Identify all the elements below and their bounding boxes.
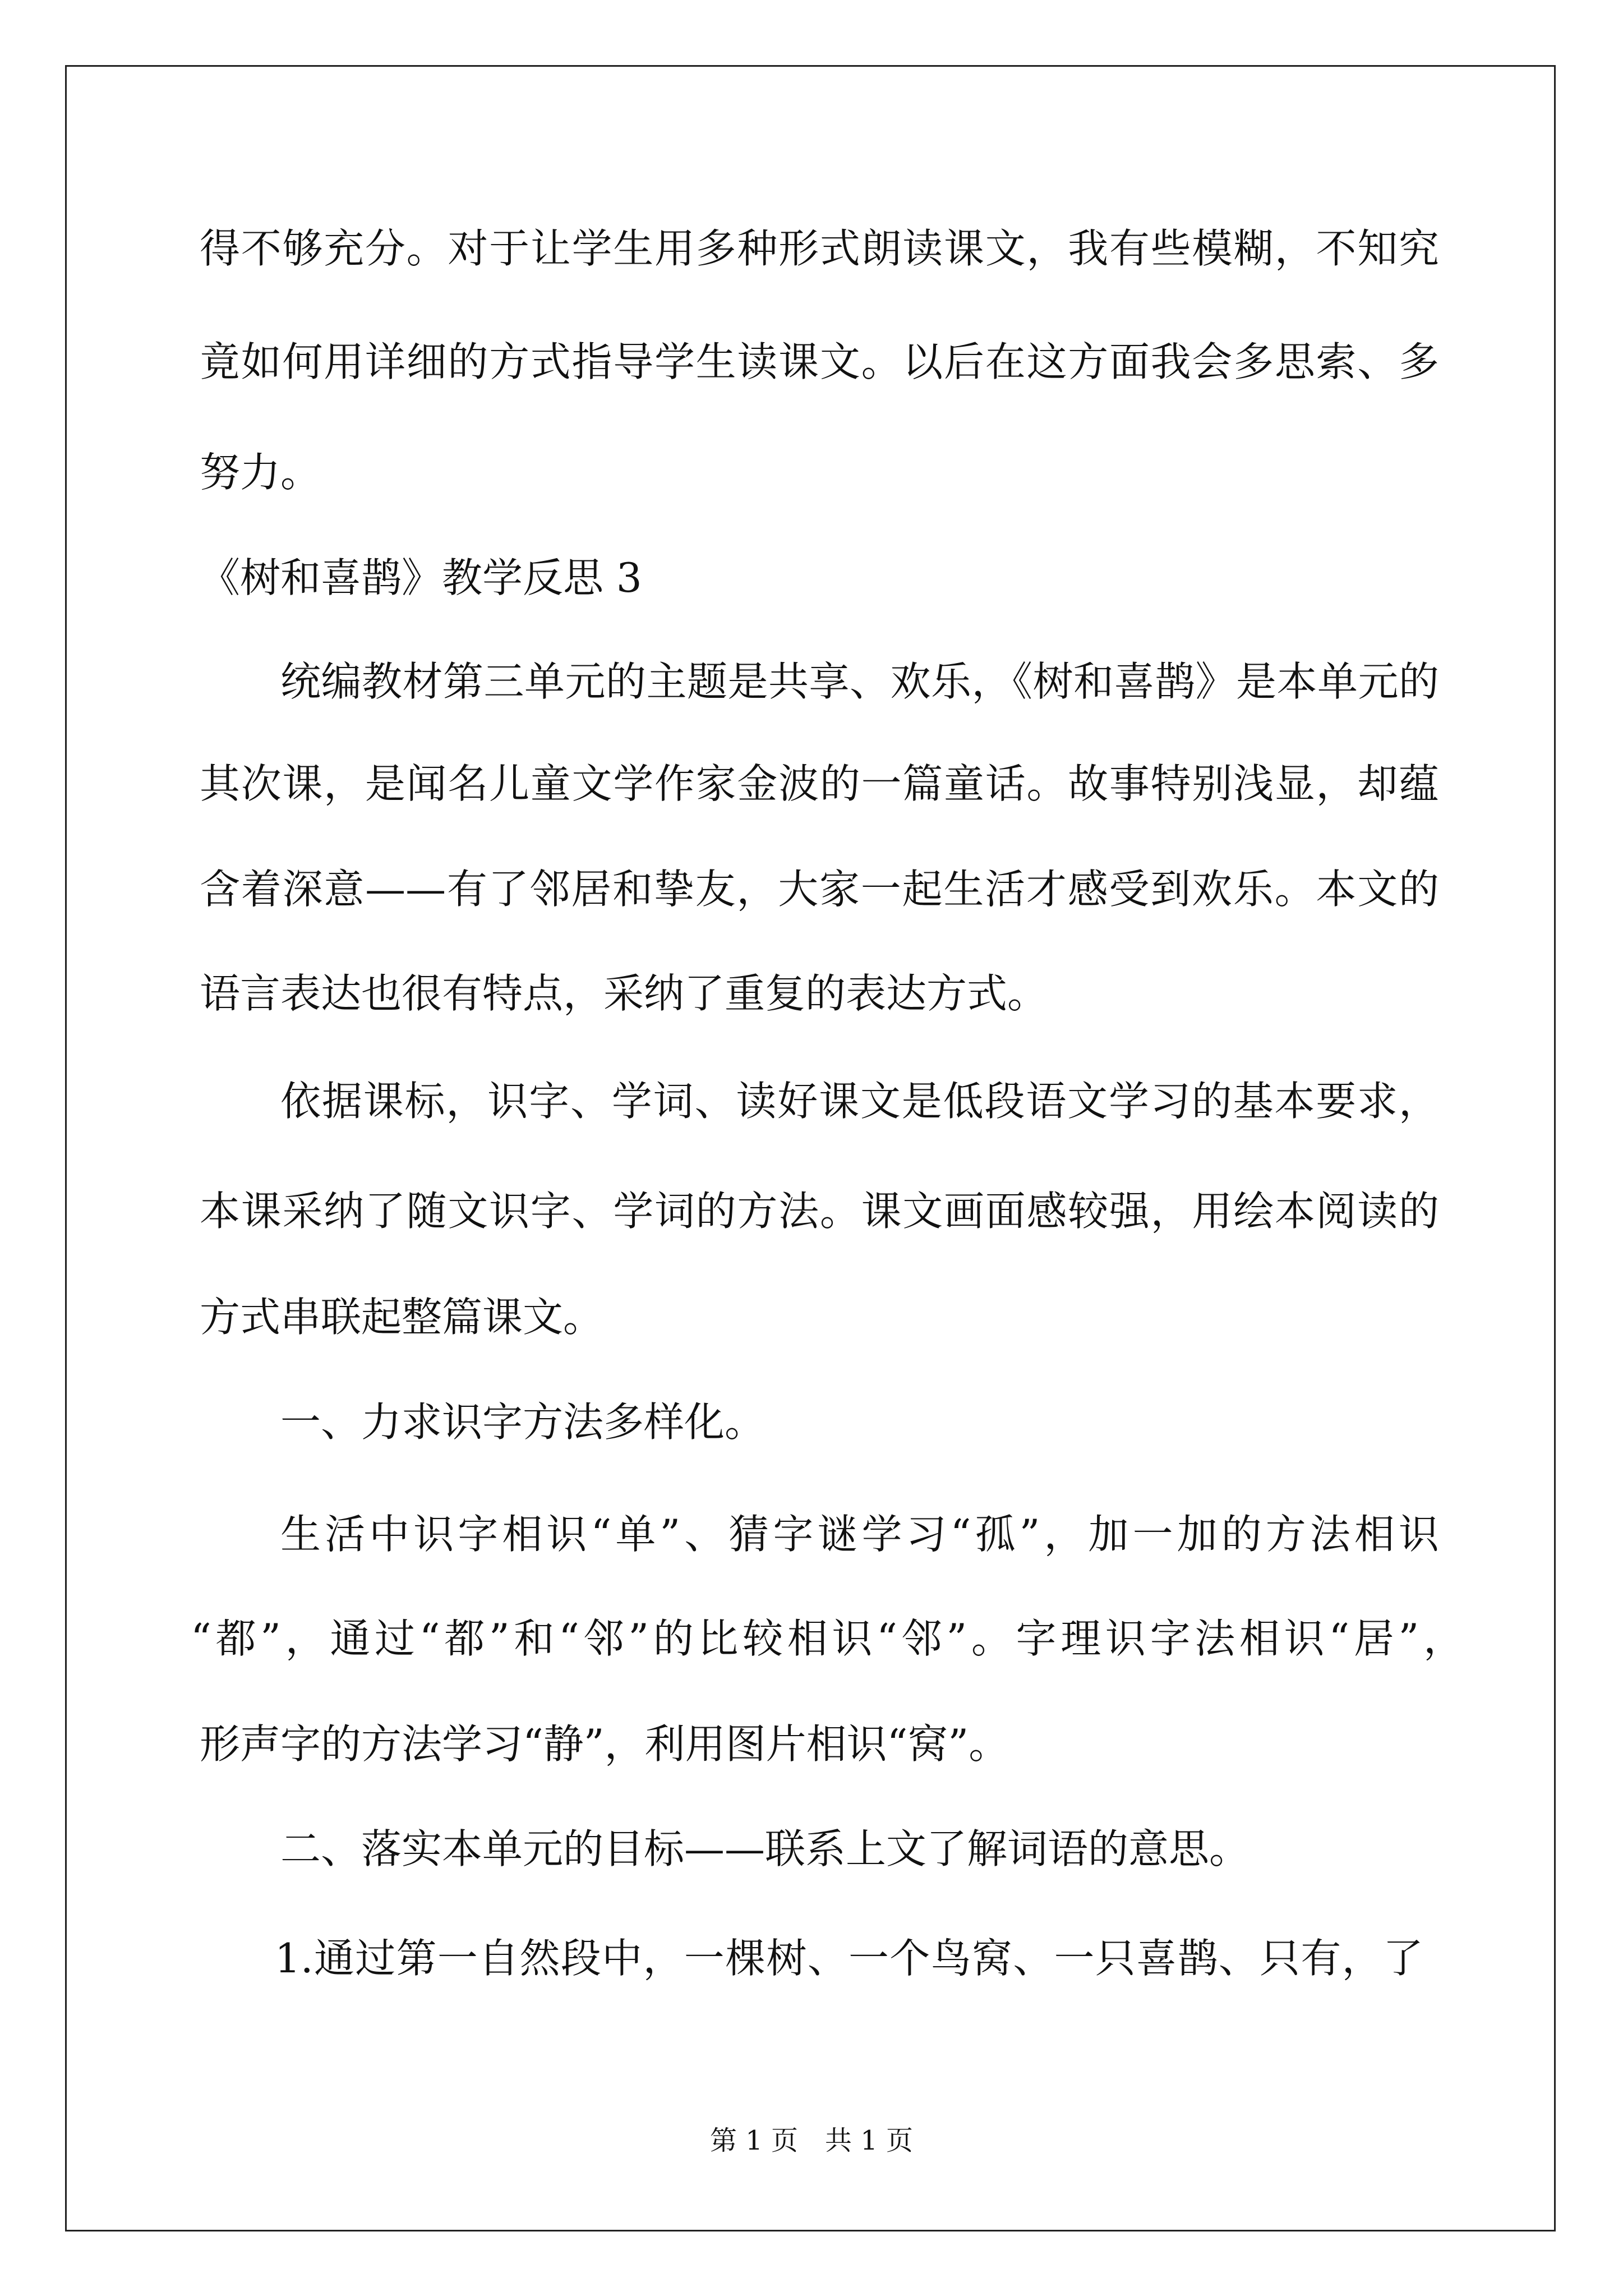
paragraph-line-17: 1.通过第一自然段中，一棵树、一个鸟窝、一只喜鹊、只有，了 (275, 1935, 1423, 1982)
paragraph-line-6: 其次课，是闻名儿童文学作家金波的一篇童话。故事特别浅显，却蕴 (200, 760, 1439, 807)
subheading-2: 二、落实本单元的目标——联系上文了解词语的意思。 (280, 1825, 1250, 1872)
page-border (65, 65, 1556, 2231)
paragraph-line-7: 含着深意——有了邻居和挚友，大家一起生活才感受到欢乐。本文的 (200, 866, 1439, 913)
paragraph-line-11: 方式串联起整篇课文。 (200, 1294, 604, 1341)
paragraph-line-2: 竟如何用详细的方式指导学生读课文。以后在这方面我会多思索、多 (200, 338, 1439, 385)
paragraph-line-10: 本课采纳了随文识字、学词的方法。课文画面感较强，用绘本阅读的 (200, 1188, 1439, 1235)
paragraph-line-3: 努力。 (200, 449, 321, 496)
paragraph-line-8: 语言表达也很有特点，采纳了重复的表达方式。 (200, 970, 1048, 1017)
paragraph-line-15: 形声字的方法学习“静”，利用图片相识“窝”。 (200, 1720, 1009, 1768)
subheading-1: 一、力求识字方法多样化。 (280, 1398, 766, 1446)
paragraph-line-1: 得不够充分。对于让学生用多种形式朗读课文，我有些模糊，不知究 (200, 225, 1439, 272)
paragraph-line-14: “都”，通过“都”和“邻”的比较相识“邻”。字理识字法相识“居”， (191, 1615, 1464, 1662)
paragraph-line-5: 统编教材第三单元的主题是共享、欢乐，《树和喜鹊》是本单元的 (280, 658, 1439, 705)
paragraph-line-9: 依据课标，识字、学词、读好课文是低段语文学习的基本要求， (280, 1078, 1439, 1125)
section-heading: 《树和喜鹊》教学反思 3 (200, 554, 642, 601)
paragraph-line-13: 生活中识字相识“单”、猜字谜学习“孤”，加一加的方法相识 (280, 1511, 1439, 1558)
page-footer: 第 1 页 共 1 页 (709, 2125, 914, 2156)
